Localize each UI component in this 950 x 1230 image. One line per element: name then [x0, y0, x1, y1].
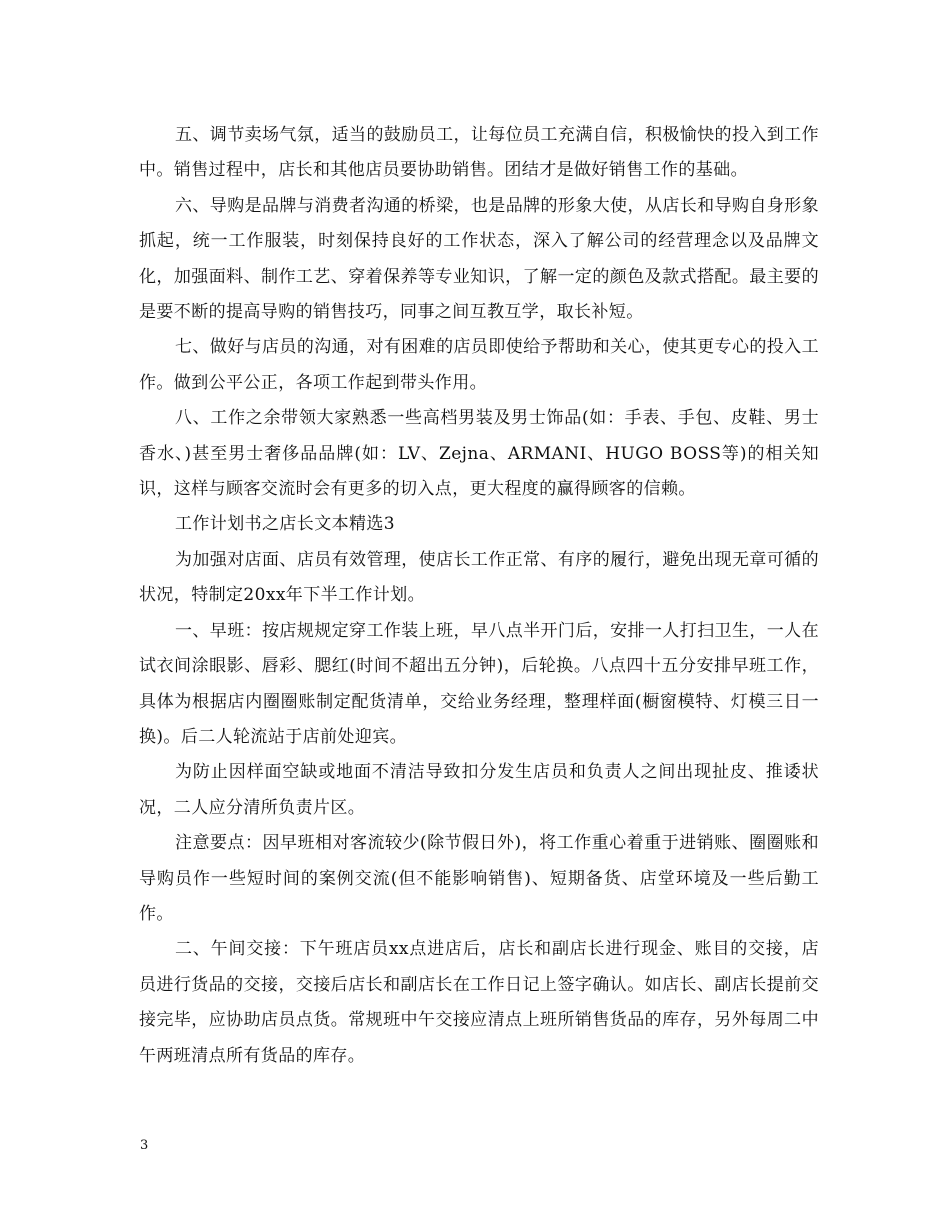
- paragraph-morning-shift: 一、早班：按店规规定穿工作装上班，早八点半开门后，安排一人打扫卫生，一人在试衣间涂眼影、唇彩、腮红(时间不超出五分钟)，后轮换。八点四十五分安排早班工作，具体为根据店内圈圈账制定配货清单，交给业务经理，整理样面(橱窗模特、灯模三日一换)。后二人轮流站于店前处迎宾。: [139, 620, 819, 747]
- section-heading: 工作计划书之店长文本精选3: [175, 514, 396, 535]
- paragraph-prevention: 为防止因样面空缺或地面不清洁导致扣分发生店员和负责人之间出现扯皮、推诿状况，二人应分清所负责片区。: [139, 762, 819, 818]
- paragraph-section-seven: 七、做好与店员的沟通，对有困难的店员即使给予帮助和关心，使其更专心的投入工作。做到公平公正，各项工作起到带头作用。: [139, 337, 819, 393]
- paragraph-noon-handover: 二、午间交接：下午班店员xx点进店后，店长和副店长进行现金、账目的交接，店员进行货品的交接，交接后店长和副店长在工作日记上签字确认。如店长、副店长提前交接完毕，应协助店员点货。常规班中午交接应清点上班所销售货品的库存，另外每周二中午两班清点所有货品的库存。: [139, 939, 819, 1066]
- page-number: 3: [140, 1138, 149, 1153]
- paragraph-section-eight: 八、工作之余带领大家熟悉一些高档男装及男士饰品(如：手表、手包、皮鞋、男士香水、)甚至男士奢侈品品牌(如：LV、Zejna、ARMANI、HUGO BOSS等)的相关知识，这样与顾客交流时会有更多的切入点，更大程度的赢得顾客的信赖。: [139, 408, 819, 500]
- document-body: [139, 118, 819, 1074]
- paragraph-intro: 为加强对店面、店员有效管理，使店长工作正常、有序的履行，避免出现无章可循的状况，特制定20xx年下半工作计划。: [139, 549, 819, 606]
- paragraph-section-six: 六、导购是品牌与消费者沟通的桥梁，也是品牌的形象大使，从店长和导购自身形象抓起，统一工作服装，时刻保持良好的工作状态，深入了解公司的经营理念以及品牌文化，加强面料、制作工艺、穿着保养等专业知识，了解一定的颜色及款式搭配。最主要的是要不断的提高导购的销售技巧，同事之间互教互学，取长补短。: [139, 195, 819, 323]
- paragraph-section-five: 五、调节卖场气氛，适当的鼓励员工，让每位员工充满自信，积极愉快的投入到工作中。销售过程中，店长和其他店员要协助销售。团结才是做好销售工作的基础。: [139, 125, 819, 181]
- paragraph-key-points: 注意要点：因早班相对客流较少(除节假日外)，将工作重心着重于进销账、圈圈账和导购员作一些短时间的案例交流(但不能影响销售)、短期备货、店堂环境及一些后勤工作。: [139, 833, 819, 924]
